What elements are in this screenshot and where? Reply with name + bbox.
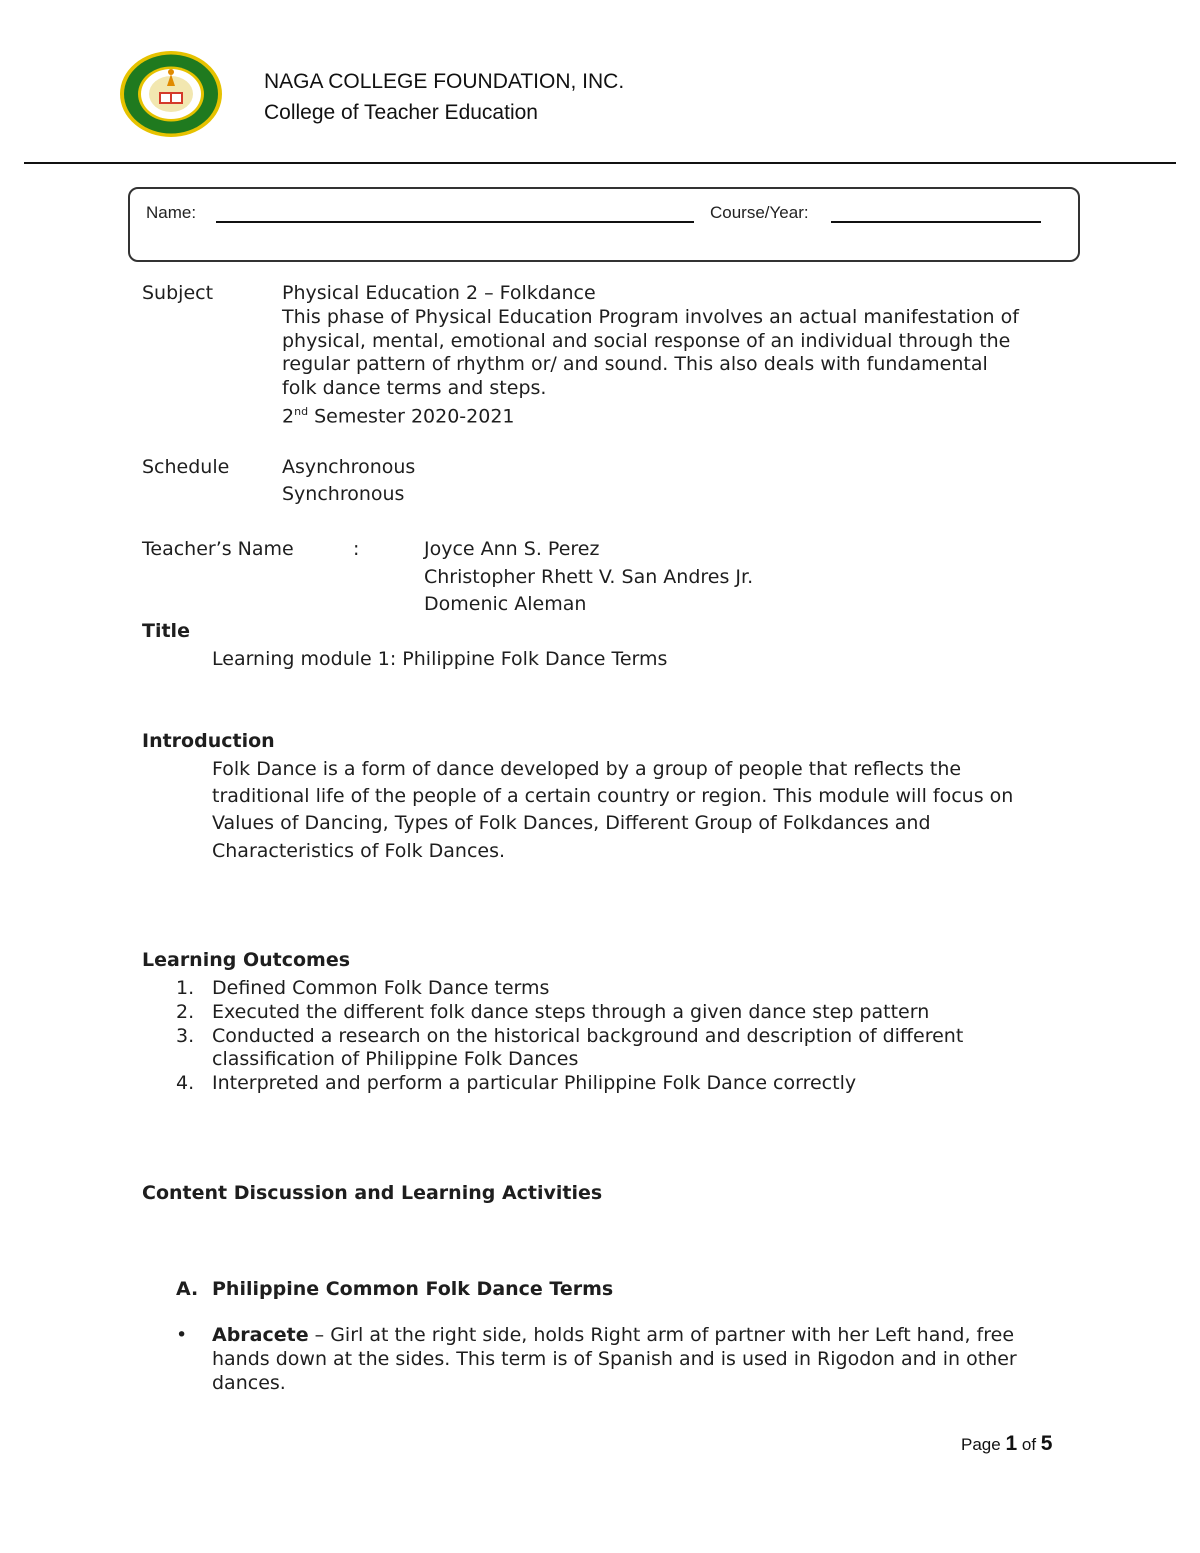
subject-description-line: This phase of Physical Education Program involves an actual manifestation of: [282, 306, 1019, 328]
outcome-text: Defined Common Folk Dance terms: [212, 977, 550, 999]
introduction-line: traditional life of the people of a certain country or region. This module will focus on: [212, 785, 1014, 807]
subject-title: Physical Education 2 – Folkdance: [282, 282, 596, 304]
page-indicator: Page 1 of 5: [961, 1432, 1053, 1455]
teacher-label: Teacher’s Name: [142, 538, 294, 560]
introduction-line: Values of Dancing, Types of Folk Dances, Different Group of Folkdances and: [212, 812, 931, 834]
section-title: Philippine Common Folk Dance Terms: [212, 1278, 614, 1300]
introduction-heading: Introduction: [142, 730, 275, 752]
outcome-number: 4.: [176, 1072, 195, 1094]
term-definition: – Girl at the right side, holds Right arm of partner with her Left hand, free: [308, 1324, 1015, 1346]
name-label: Name:: [146, 203, 197, 222]
outcome-text: classification of Philippine Folk Dances: [212, 1048, 579, 1070]
teacher-name: Christopher Rhett V. San Andres Jr.: [424, 566, 754, 588]
schedule-item: Asynchronous: [282, 456, 416, 478]
outcome-number: 1.: [176, 977, 195, 999]
teacher-name: Domenic Aleman: [424, 593, 587, 615]
school-name: NAGA COLLEGE FOUNDATION, INC.: [264, 70, 625, 93]
subject-description-line: physical, mental, emotional and social response of an individual through the: [282, 330, 1011, 352]
term-definition-line: dances.: [212, 1372, 286, 1394]
subject-description-line: folk dance terms and steps.: [282, 377, 547, 399]
schedule-label: Schedule: [142, 456, 230, 478]
subject-label: Subject: [142, 282, 214, 304]
name-field[interactable]: [216, 221, 694, 223]
introduction-line: Folk Dance is a form of dance developed by a group of people that reflects the: [212, 758, 962, 780]
outcome-text: Interpreted and perform a particular Philippine Folk Dance correctly: [212, 1072, 857, 1094]
introduction-line: Characteristics of Folk Dances.: [212, 840, 506, 862]
term-definition-line: hands down at the sides. This term is of Spanish and is used in Rigodon and in other: [212, 1348, 1017, 1370]
schedule-item: Synchronous: [282, 483, 405, 505]
term-entry: [212, 1323, 1014, 1347]
student-info-box: [128, 187, 1080, 262]
outcome-text: Conducted a research on the historical background and description of different: [212, 1025, 964, 1047]
module-title: Learning module 1: Philippine Folk Dance Terms: [212, 648, 668, 670]
term-name: Abracete: [212, 1324, 309, 1346]
course-year-field[interactable]: [831, 221, 1041, 223]
college-name: College of Teacher Education: [264, 101, 538, 124]
section-letter: A.: [176, 1278, 199, 1300]
title-heading: Title: [142, 620, 190, 642]
bullet-icon: •: [176, 1324, 188, 1346]
subject-description-line: regular pattern of rhythm or/ and sound. This also deals with fundamental: [282, 353, 988, 375]
outcome-number: 3.: [176, 1025, 195, 1047]
school-seal-icon: [119, 50, 223, 138]
semester: 2nd Semester 2020-2021: [282, 405, 515, 428]
outcome-number: 2.: [176, 1001, 195, 1023]
teacher-name: Joyce Ann S. Perez: [424, 538, 600, 560]
header-divider: [24, 162, 1176, 164]
content-heading: Content Discussion and Learning Activities: [142, 1182, 603, 1204]
course-year-label: Course/Year:: [710, 203, 809, 222]
outcome-text: Executed the different folk dance steps through a given dance step pattern: [212, 1001, 930, 1023]
teacher-colon: :: [353, 538, 360, 560]
outcomes-heading: Learning Outcomes: [142, 949, 351, 971]
